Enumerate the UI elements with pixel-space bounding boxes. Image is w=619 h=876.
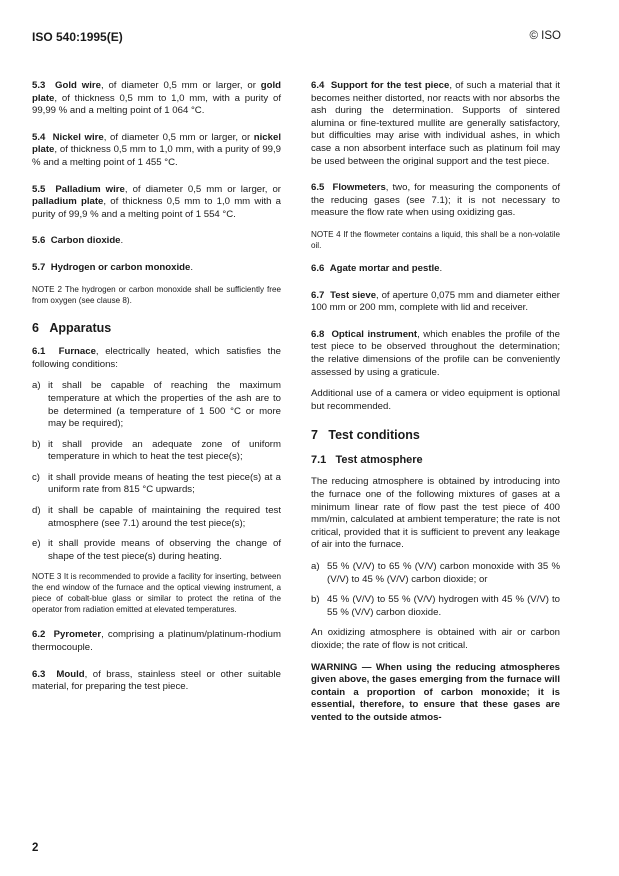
copyright-mark: © ISO bbox=[529, 30, 561, 42]
section-heading-6: 6 Apparatus bbox=[32, 320, 112, 335]
list-item: e) it shall provide means of observing the change of shape of the test piece(s) during heating. bbox=[32, 538, 281, 562]
clause-term: palladium plate bbox=[32, 196, 104, 208]
clause-5-4: 5.4 Nickel wire, of diameter 0,5 mm or larger, or nickel plate, of thickness 0,5 mm to 1,0 mm, with a purity of 99,9 % and a melting point of 1 455 °C. bbox=[32, 131, 281, 168]
clause-num: 5.4 bbox=[32, 131, 46, 143]
clause-6-1: 6.1 Furnace, electrically heated, which satisfies the following conditions: bbox=[32, 346, 281, 370]
clause-term: Palladium wire bbox=[55, 183, 125, 195]
clause-5-7: 5.7 Hydrogen or carbon monoxide. bbox=[32, 261, 194, 273]
clause-num: 6.2 bbox=[32, 629, 46, 641]
clause-term: Furnace bbox=[58, 346, 96, 358]
clause-6-5: 6.5 Flowmeters, two, for measuring the components of the reducing gases (see 7.1); it is not necessary to measure the flow rate when using oxidizing gas. bbox=[311, 182, 560, 219]
note-3: NOTE 3 It is recommended to provide a facility for inserting, between the end window of the furnace and the optical viewing instrument, a piece of cobalt-blue glass or similar to protect the retina of the operator from radiation emitted at elevated temperatures. bbox=[32, 572, 281, 615]
clause-5-3: 5.3 Gold wire, of diameter 0,5 mm or larger, or gold plate, of thickness 0,5 mm to 1,0 mm, with a purity of 99,99 % and a melting point of 1 064 °C. bbox=[32, 80, 281, 117]
clause-term: Carbon dioxide bbox=[50, 235, 121, 247]
clause-num: 6.3 bbox=[32, 668, 46, 680]
clause-term: Support for the test piece bbox=[330, 80, 450, 91]
list-item: d) it shall be capable of maintaining the required test atmosphere (see 7.1) around the test piece(s); bbox=[32, 505, 281, 529]
clause-6-7: 6.7 Test sieve, of aperture 0,075 mm and diameter either 100 mm or 200 mm, complete with lid and receiver. bbox=[311, 289, 560, 314]
clause-term: Hydrogen or carbon monoxide bbox=[50, 261, 191, 273]
paragraph-oxidizing: An oxidizing atmosphere is obtained with air or carbon dioxide; the rate of flow is not critical. bbox=[311, 627, 560, 651]
paragraph-camera: Additional use of a camera or video equipment is optional but recommended. bbox=[311, 388, 560, 412]
page-number: 2 bbox=[32, 842, 39, 854]
clause-term: nickel plate bbox=[32, 131, 281, 156]
clause-num: 6.6 bbox=[311, 262, 325, 274]
list-item: a) it shall be capable of reaching the maximum temperature at which the properties of the ash are to be determined (a temperature of 1 500 °C or more may be required); bbox=[32, 380, 281, 430]
note-4: NOTE 4 If the flowmeter contains a liquid, this shall be a non-volatile oil. bbox=[311, 229, 560, 250]
clause-6-6: 6.6 Agate mortar and pestle. bbox=[311, 262, 443, 274]
list-item: b) it shall provide an adequate zone of uniform temperature in which to heat the test piece(s); bbox=[32, 438, 281, 463]
clause-num: 6.7 bbox=[311, 289, 325, 301]
clause-num: 6.8 bbox=[311, 328, 325, 340]
clause-6-2: 6.2 Pyrometer, comprising a platinum/platinum-rhodium thermocouple. bbox=[32, 629, 281, 654]
clause-term: Agate mortar and pestle bbox=[329, 262, 440, 274]
clause-num: 5.7 bbox=[32, 261, 46, 273]
list-item: c) it shall provide means of heating the test piece(s) at a uniform rate from 815 °C upwards; bbox=[32, 471, 281, 496]
section-heading-7: 7 Test conditions bbox=[311, 428, 420, 443]
left-column bbox=[32, 80, 281, 703]
clause-6-3: 6.3 Mould, of brass, stainless steel or other suitable material, for preparing the test piece. bbox=[32, 668, 281, 693]
right-column bbox=[311, 80, 560, 734]
note-2: NOTE 2 The hydrogen or carbon monoxide shall be sufficiently free from oxygen (see clause 8). bbox=[32, 284, 281, 305]
clause-num: 5.6 bbox=[32, 235, 46, 247]
clause-term: Pyrometer bbox=[53, 629, 102, 641]
clause-term: Optical instrument bbox=[331, 328, 418, 340]
clause-term: gold plate bbox=[32, 80, 281, 104]
clause-num: 6.4 bbox=[311, 80, 325, 91]
clause-num: 6.1 bbox=[32, 346, 46, 358]
clause-5-6: 5.6 Carbon dioxide. bbox=[32, 235, 124, 247]
clause-6-4: 6.4 Support for the test piece, of such a material that it becomes neither distorted, nor reacts with nor absorbs the ash during the determination. Supports of sintered alumina or fine-textured mullite are generally satisfactory, but difficulties may arise with individual ashes, in which case a non absorbent interface such as platinum foil may be used between the original support and the test piece. bbox=[311, 80, 561, 167]
clause-term: Test sieve bbox=[330, 289, 377, 301]
warning-text: WARNING — When using the reducing atmospheres given above, the gases emerging from the furnace will contain a proportion of carbon monoxide; it is essential, therefore, to ensure that these gases are vented to the outside atmos- bbox=[311, 661, 560, 723]
paragraph-reducing: The reducing atmosphere is obtained by introducing into the furnace one of the following mixtures of gases at a minimum linear rate of flow past the test piece of 400 mm/min, calculated at ambient temperature; the rate is not critical, provided that it is sufficient to prevent any leakage of air into the furnace. bbox=[311, 476, 560, 551]
subsection-heading-7-1: 7.1 Test atmosphere bbox=[311, 453, 423, 466]
list-item: a) 55 % (V/V) to 65 % (V/V) carbon monoxide with 35 % (V/V) to 45 % (V/V) carbon dioxide; or bbox=[311, 561, 560, 585]
clause-term: Mould bbox=[56, 668, 85, 680]
clause-num: 6.5 bbox=[311, 182, 325, 194]
clause-term: Flowmeters bbox=[332, 182, 386, 194]
clause-num: 5.5 bbox=[32, 183, 46, 195]
clause-5-5: 5.5 Palladium wire, of diameter 0,5 mm or larger, or palladium plate, of thickness 0,5 mm to 1,0 mm with a purity of 99,9 % and a melting point of 1 554 °C. bbox=[32, 183, 281, 220]
clause-num: 5.3 bbox=[32, 80, 46, 91]
clause-term: Nickel wire bbox=[52, 131, 104, 143]
list-item: b) 45 % (V/V) to 55 % (V/V) hydrogen with 45 % (V/V) to 55 % (V/V) carbon dioxide. bbox=[311, 594, 560, 618]
document-id: ISO 540:1995(E) bbox=[32, 30, 123, 44]
clause-6-8: 6.8 Optical instrument, which enables the profile of the test piece to be observed throughout the determination; the relative dimensions of the profile can be conveniently assessed by using a graticule. bbox=[311, 328, 560, 378]
clause-term: Gold wire bbox=[55, 80, 101, 91]
